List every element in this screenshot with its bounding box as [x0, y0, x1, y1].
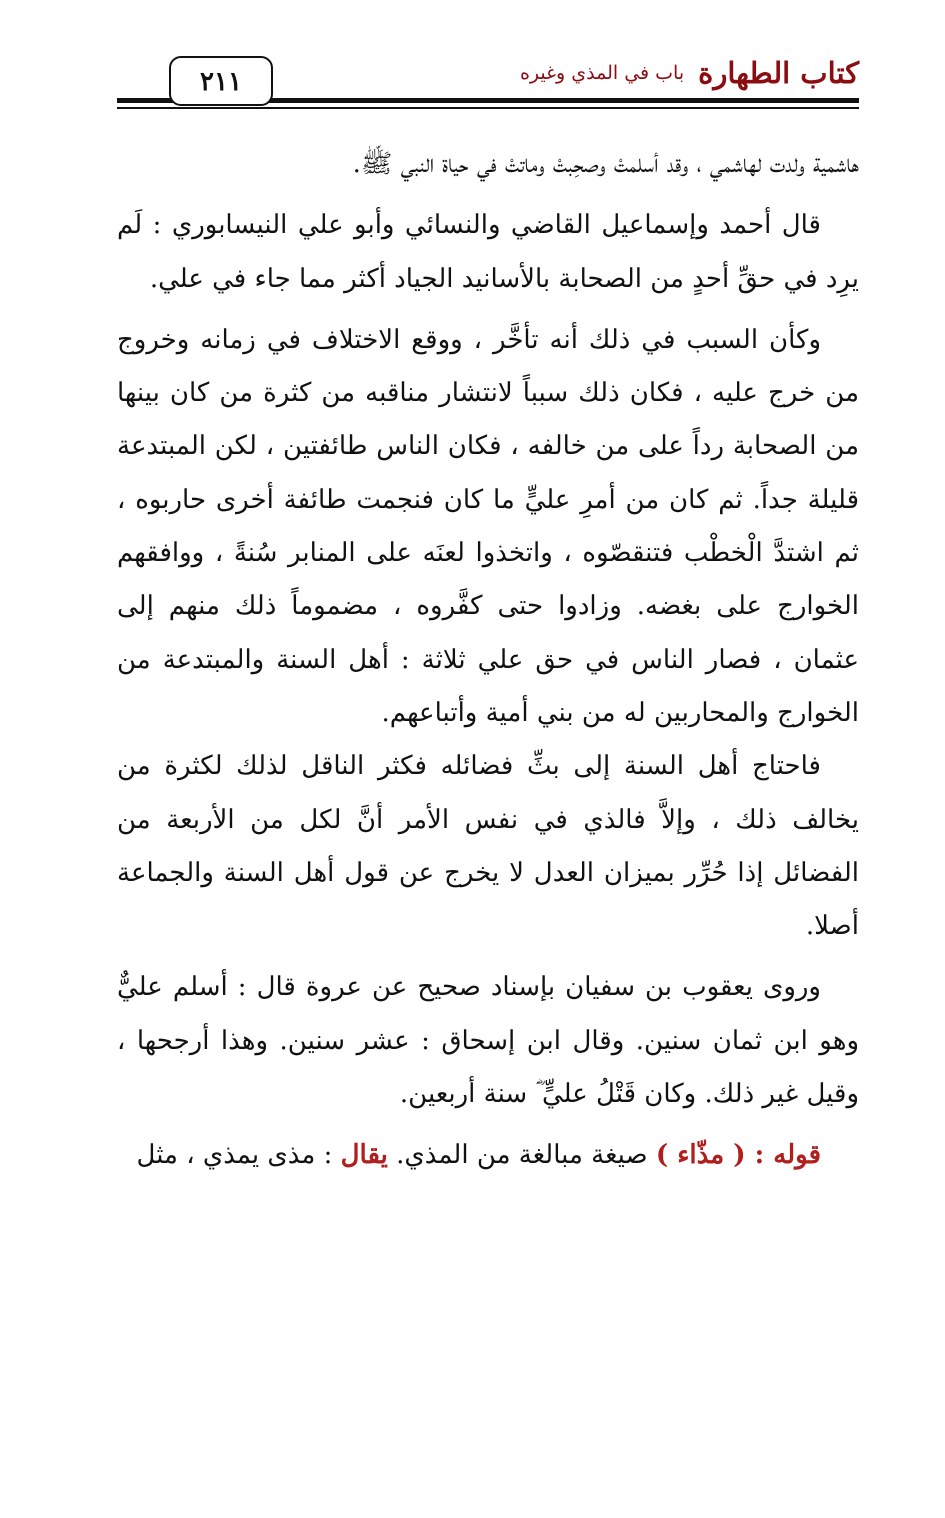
paragraph: فاحتاج أهل السنة إلى بثِّ فضائله فكثر الناقل لذلك لكثرة من يخالف ذلك ، وإلاَّ فالذي في نفس الأمر أنَّ لكل من الأربعة من الفضائل إذا حُرِّر بميزان العدل لا يخرج عن قول أهل السنة والجماعة أصلا.	[117, 751, 859, 942]
paragraph: قال أحمد وإسماعيل القاضي والنسائي وأبو علي النيسابوري : لَم يرِد في حقِّ أحدٍ من الصحابة بالأسانيد الجياد أكثر مما جاء في علي.	[117, 210, 859, 294]
running-head	[520, 50, 859, 96]
commentary-label: قوله : ( مذّاء )	[655, 1140, 821, 1171]
page-body	[117, 138, 859, 1183]
commentary-text-2: : مذى يمذي ، مثل	[136, 1140, 341, 1171]
commentary-text: صيغة مبالغة من المذي.	[387, 1140, 656, 1171]
paragraph: وكأن السبب في ذلك أنه تأخَّر ، ووقع الاختلاف في زمانه وخروج من خرج عليه ، فكان ذلك سبباً لانتشار مناقبه من كثرة من كان بينها من الصحابة رداً على من خالفه ، فكان الناس طائفتين ، لكن المبتدعة قليلة جداً. ثم كان من أمرِ عليٍّ ما كان فنجمت طائفة أخرى حاربوه ، ثم اشتدَّ الْخطْب فتنقصّوه ، واتخذوا لعنَه على المنابر سُنةً ، ووافقهم الخوارج على بغضه. وزادوا حتى كفَّروه ، مضموماً ذلك منهم إلى عثمان ، فصار الناس في حق علي ثلاثة : أهل السنة والمبتدعة من الخوارج والمحاربين له من بني أمية وأتباعهم.	[117, 324, 859, 728]
commentary-paragraph	[117, 1129, 859, 1182]
chapter-title: باب في المذي وغيره	[519, 62, 685, 84]
commentary-label-2: يقال	[340, 1140, 388, 1171]
paragraph: هاشمية ولدت لهاشمي ، وقد أسلمتْ وصحِبتْ وماتتْ في حياة النبي ﷺ.	[352, 149, 859, 179]
header-rule-thin	[117, 107, 859, 109]
page-number: ٢١١	[169, 56, 273, 106]
page-header	[117, 50, 859, 112]
book-title: كتاب الطهارة	[698, 56, 859, 90]
paragraph: وروى يعقوب بن سفيان بإسناد صحيح عن عروة قال : أسلم عليٌّ وهو ابن ثمان سنين. وقال ابن إسحاق : عشر سنين. وهذا أرجحها ، وقيل غير ذلك. وكان قَتْلُ عليٍّ ؓ سنة أربعين.	[117, 972, 859, 1110]
